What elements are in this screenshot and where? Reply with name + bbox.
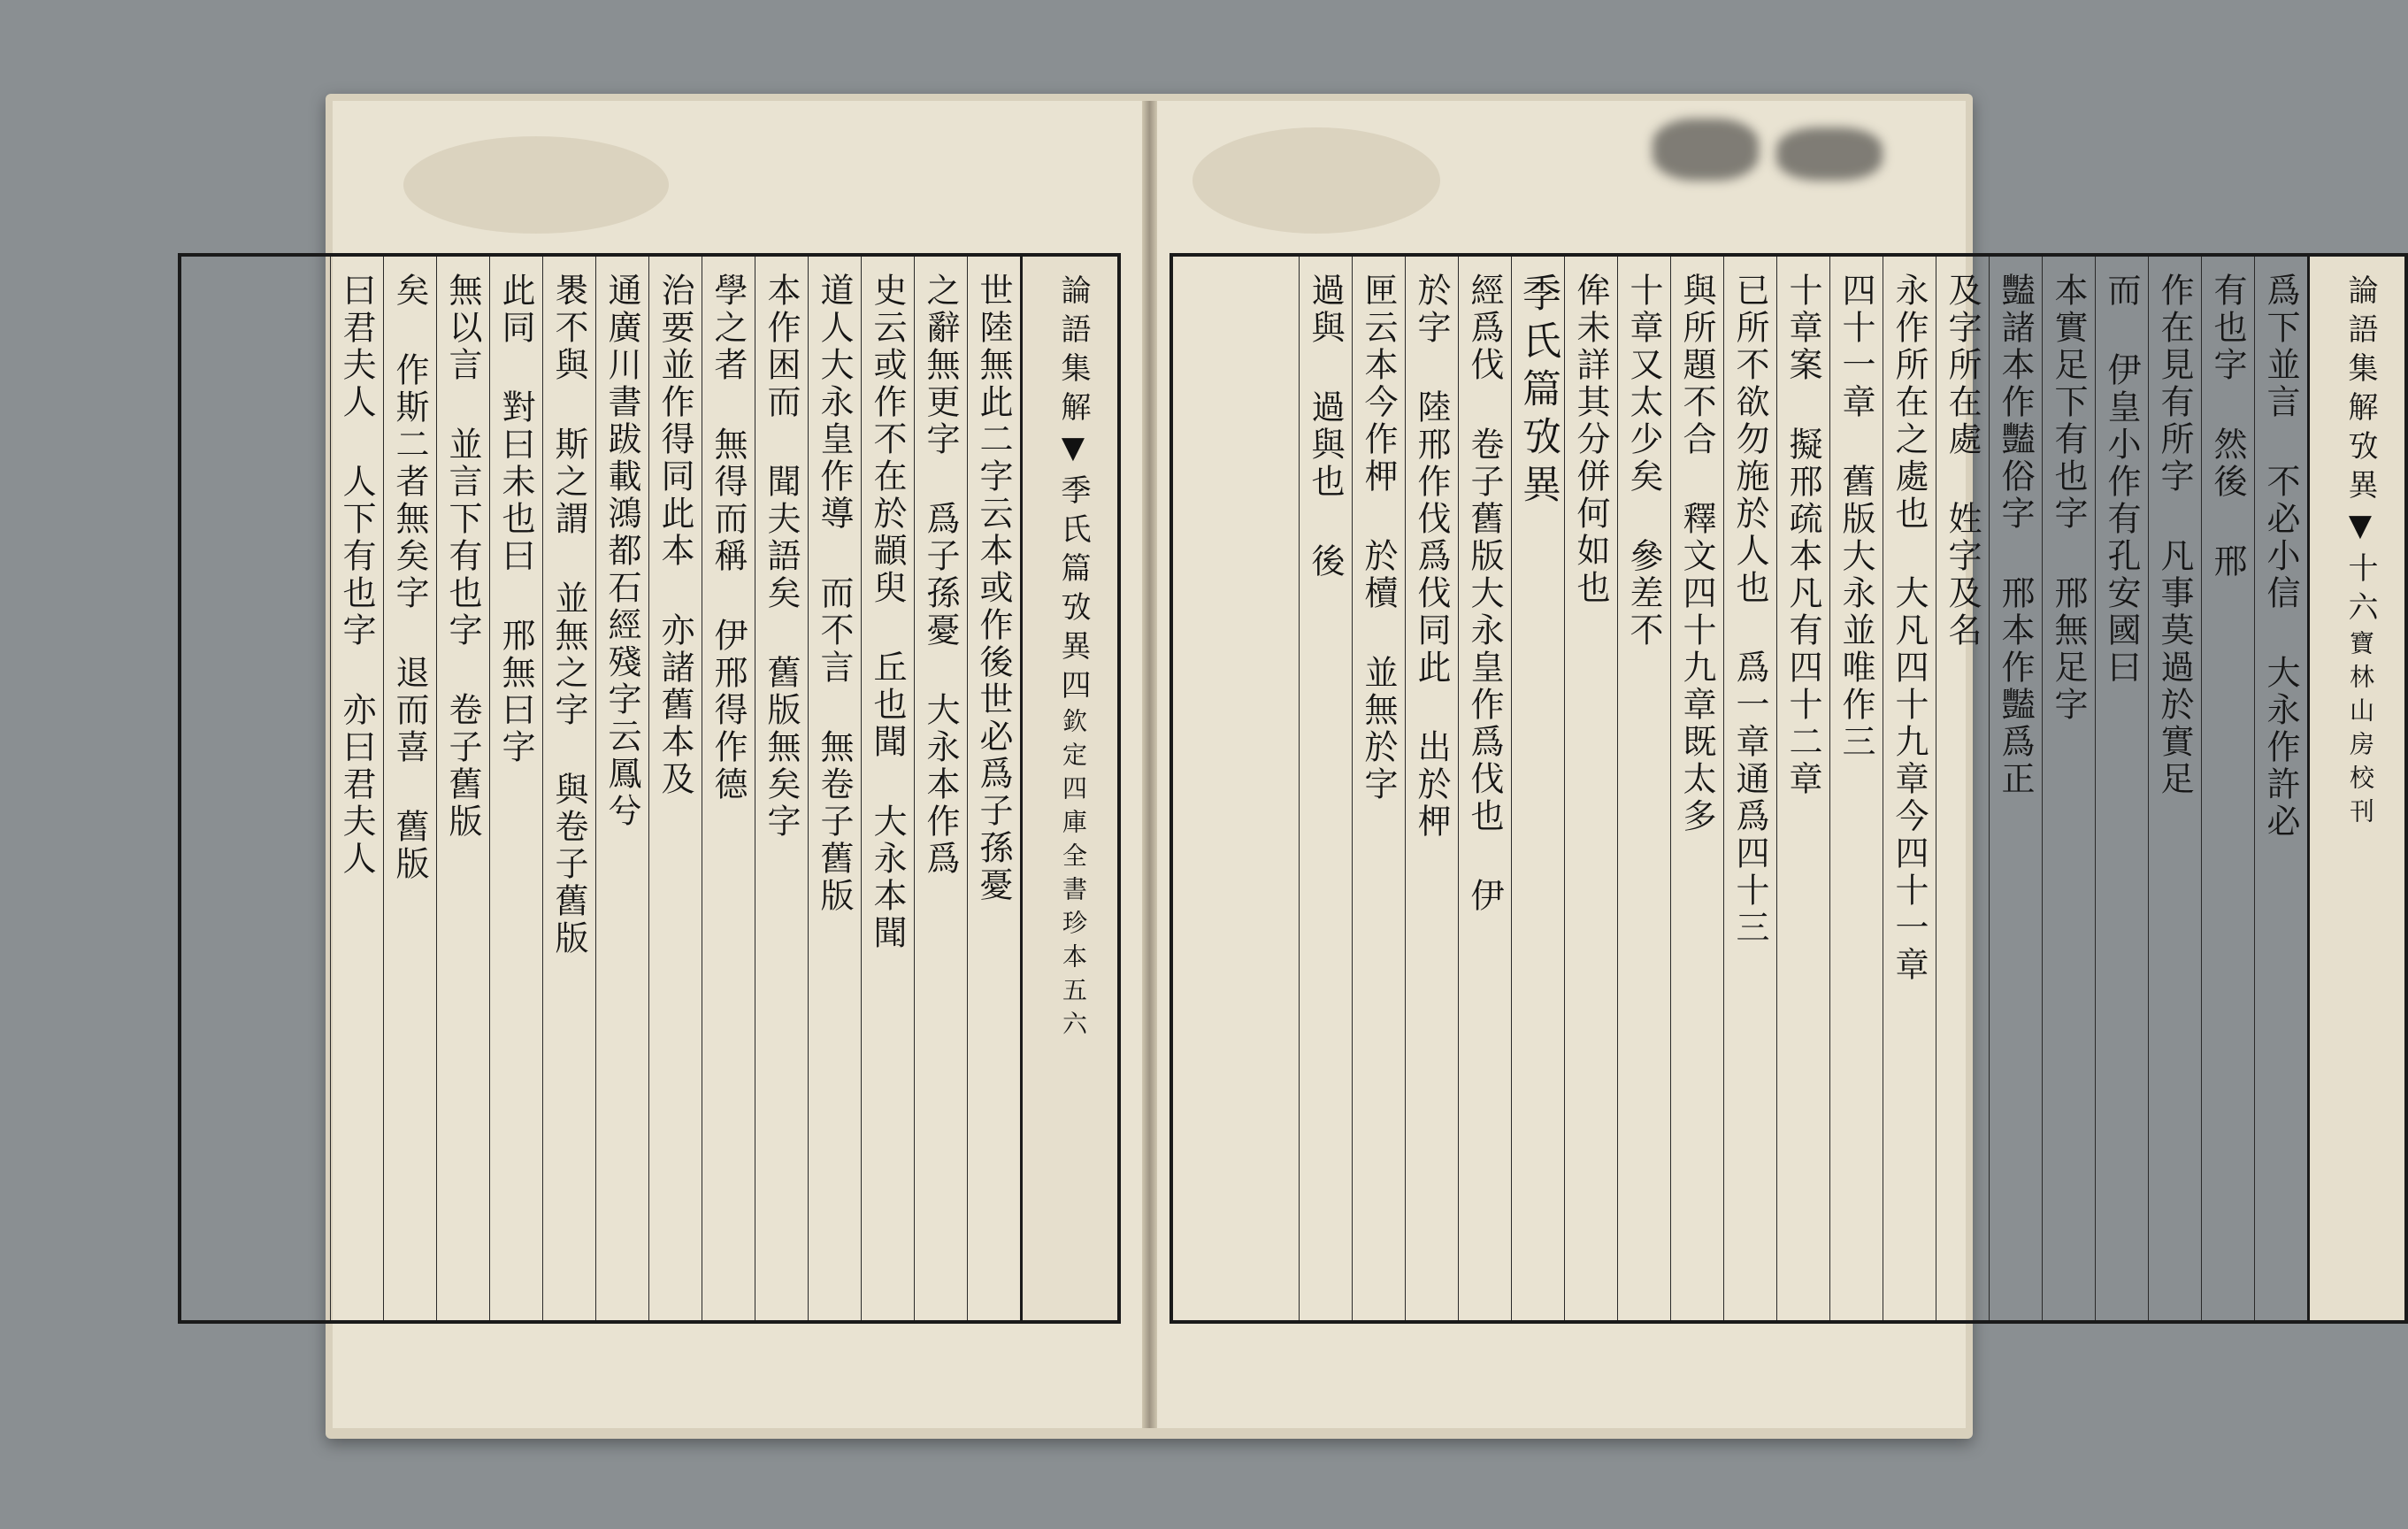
open-book (326, 94, 2378, 1439)
right-page-text-column: 已所不欲勿施於人也 爲一章通爲四十三 (1723, 257, 1776, 1320)
left-page-frame (178, 253, 1121, 1324)
margin-publisher: 欽定四庫全書珍本五六 (1059, 708, 1088, 1044)
left-page-text-column: 學之者 無得而稱 伊邢得作德 (702, 257, 755, 1320)
left-page-text-column: 無以言 並言下有也字 卷子舊版 (436, 257, 489, 1320)
right-page (1157, 101, 2378, 1428)
fish-tail-mark-icon: ▼ (1055, 430, 1091, 474)
left-page-text-column: 矣 作斯二者無矣字 退而喜 舊版 (383, 257, 436, 1320)
right-page-text-column: 爲下並言 不必小信 大永作許必 (2254, 257, 2307, 1320)
book-gutter (1142, 101, 1157, 1428)
margin-volume: 季氏篇攷異 (1055, 474, 1091, 669)
right-page-text-column: 而 伊皇小作有孔安國曰 (2095, 257, 2148, 1320)
left-page-text-column: 褁不與 斯之謂 並無之字 與卷子舊版 (542, 257, 595, 1320)
right-page-text-column: 永作所在之處也 大凡四十九章今四十一章 (1883, 257, 1936, 1320)
right-page-text-column: 本實足下有也字 邢無足字 (2042, 257, 2095, 1320)
right-page-frame (1169, 253, 2408, 1324)
right-page-text-column: 十章又太少矣 參差不 (1617, 257, 1670, 1320)
right-page-text-column: 侔未詳其分併何如也 (1564, 257, 1617, 1320)
margin-folio: 四 (1055, 669, 1091, 708)
right-page-text-column: 作在見有所字 凡事莫過於實足 (2148, 257, 2201, 1320)
left-page-text-column: 治要並作得同此本 亦諸舊本及 (648, 257, 702, 1320)
left-page-text-column: 之辭無更字 爲子孫憂 大永本作爲 (914, 257, 967, 1320)
margin-title: 論語集解 (1055, 274, 1091, 430)
right-page-text-column: 過與 過與也 後 (1299, 257, 1352, 1320)
left-page-text-column: 本作困而 聞夫語矣 舊版無矣字 (755, 257, 808, 1320)
section-heading: 季氏篇攷異 (1511, 257, 1564, 1320)
left-page-text-column: 通廣川書跋載鴻都石經殘字云鳳兮 (595, 257, 648, 1320)
left-page-text-column: 此同 對曰未也曰 邢無曰字 (489, 257, 542, 1320)
left-page-text-column: 道人大永皇作導 而不言 無卷子舊版 (808, 257, 861, 1320)
left-page-text-column: 曰君夫人 人下有也字 亦曰君夫人 (330, 257, 383, 1320)
right-page-text-column: 於字 陸邢作伐爲伐同此 出於柙 (1405, 257, 1458, 1320)
margin-volume: 十六 (2343, 552, 2378, 630)
right-page-text-column: 有也字 然後 邢 (2201, 257, 2254, 1320)
margin-publisher: 寶林山房校刊 (2346, 630, 2375, 832)
left-page (333, 101, 1142, 1428)
right-page-text-column: 四十一章 舊版大永並唯作三 (1829, 257, 1883, 1320)
left-page-text-column: 史云或作不在於顓臾 丘也聞 大永本聞 (861, 257, 914, 1320)
right-page-text-column: 豔諸本作豔俗字 邢本作豔爲正 (1989, 257, 2042, 1320)
right-page-margin (2307, 257, 2404, 1320)
right-page-text-column: 匣云本今作柙 於櫝 並無於字 (1352, 257, 1405, 1320)
left-page-text-column: 世陸無此二字云本或作後世必爲子孫憂 (967, 257, 1020, 1320)
right-page-text-column: 十章案 擬邢疏本凡有四十二章 (1776, 257, 1829, 1320)
margin-title: 論語集解攷異 (2343, 274, 2378, 508)
right-page-text-column: 及字所在處 姓字及名 (1936, 257, 1989, 1320)
left-page-margin (1020, 257, 1117, 1320)
right-page-text-column: 與所題不合 釋文四十九章既太多 (1670, 257, 1723, 1320)
fish-tail-mark-icon: ▼ (2343, 508, 2378, 552)
right-page-text-column: 經爲伐 卷子舊版大永皇作爲伐也 伊 (1458, 257, 1511, 1320)
